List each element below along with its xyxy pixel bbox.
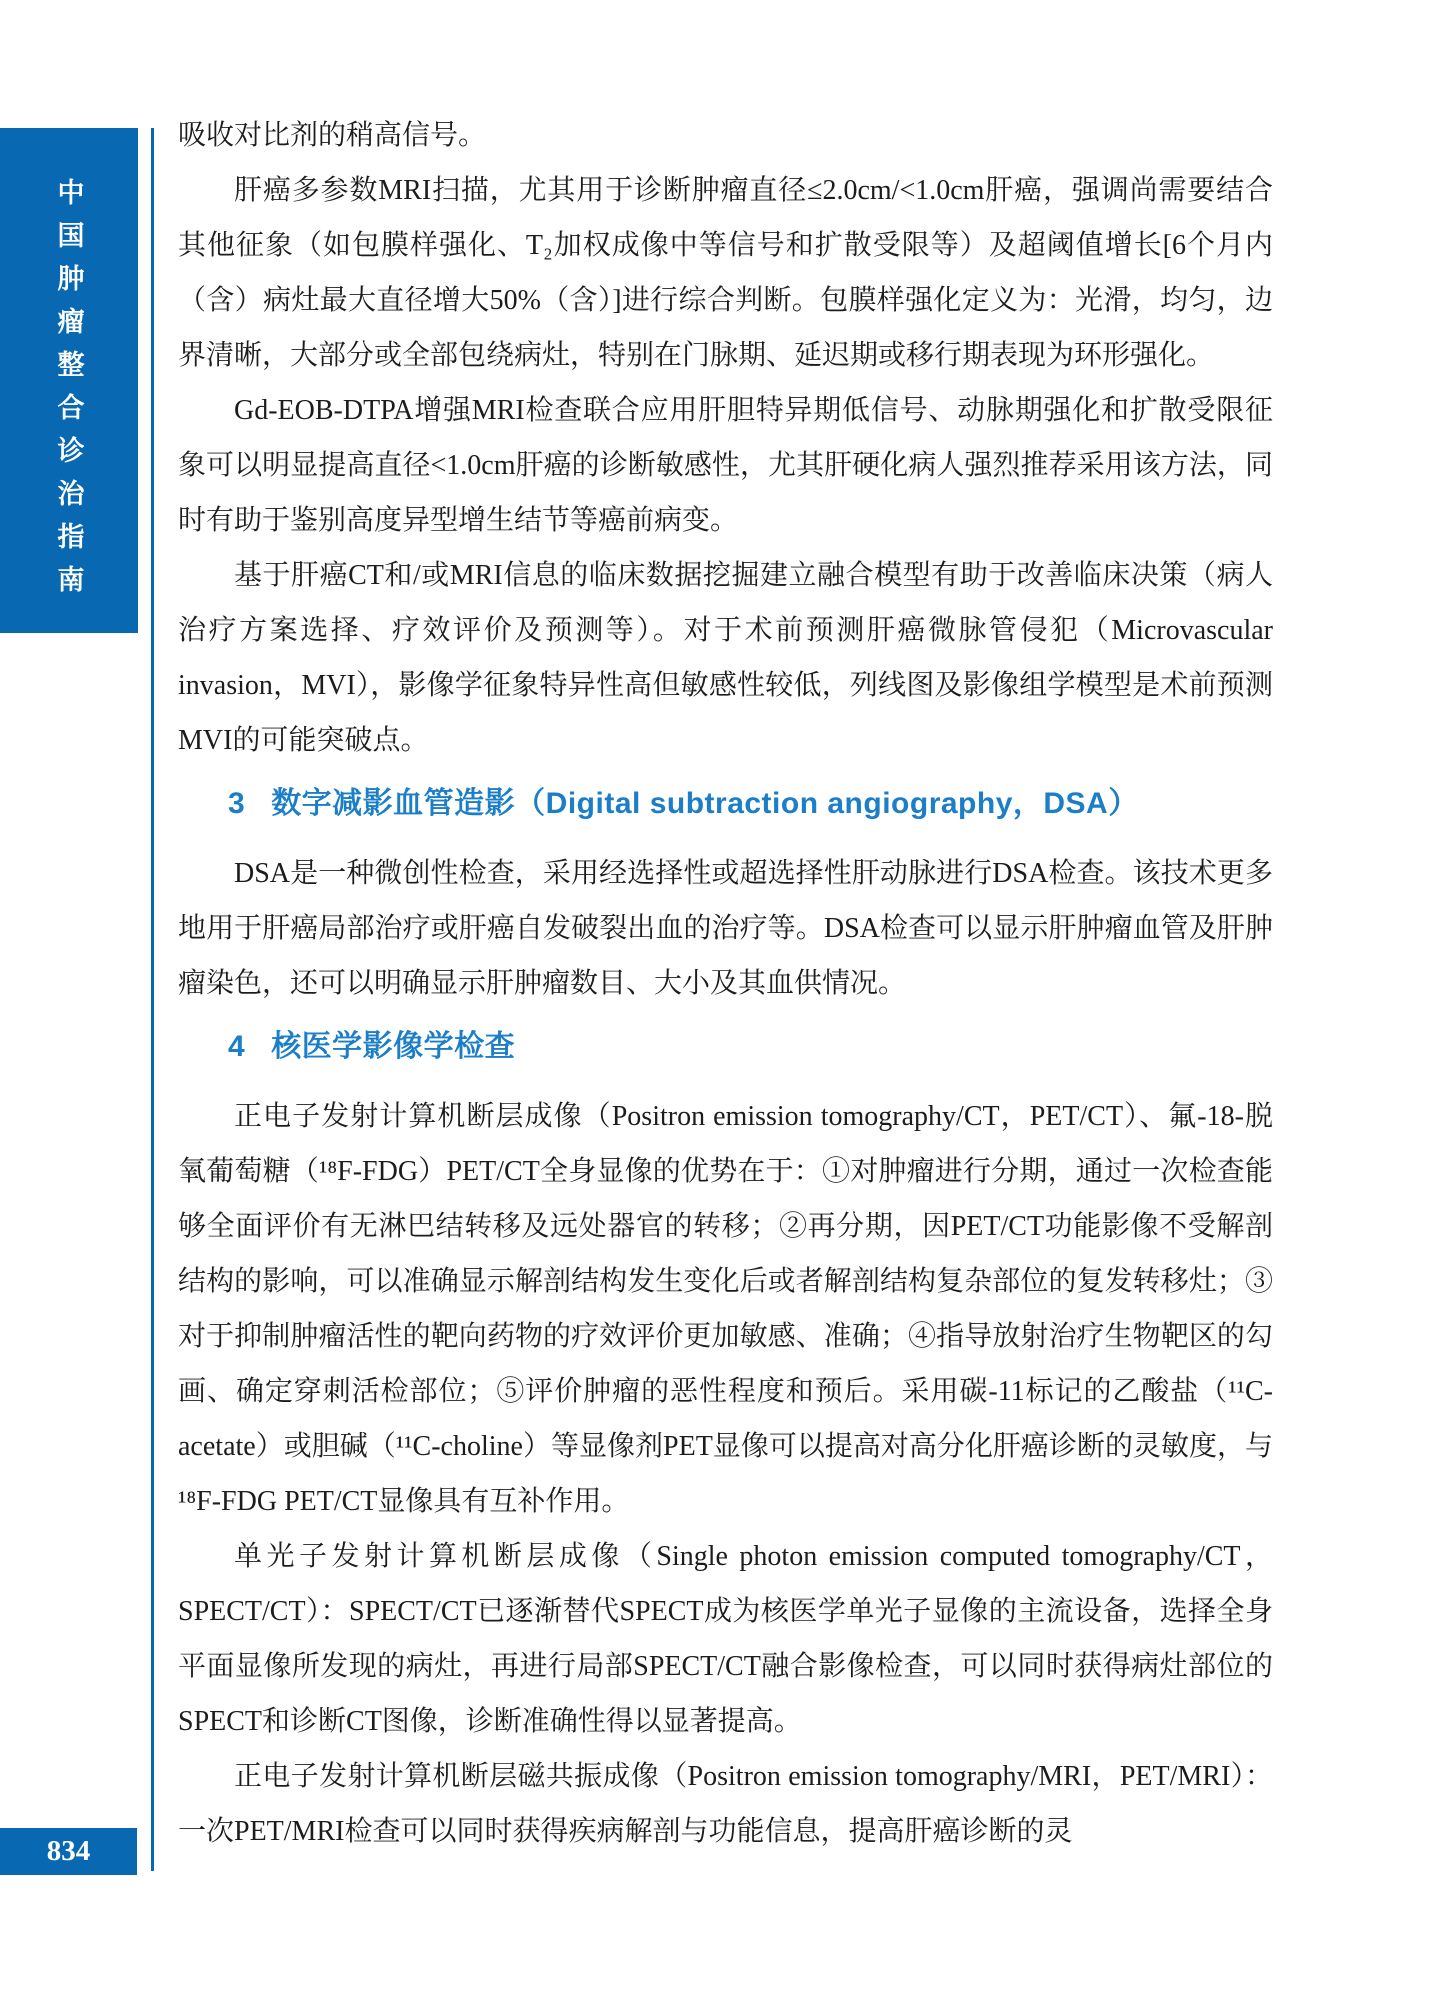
page-body: [178, 108, 1273, 1859]
page-number: 834: [46, 1835, 91, 1867]
section-number: 3: [228, 787, 246, 820]
section-number: 4: [228, 1030, 246, 1063]
body-paragraph-continued: 吸收对比剂的稍高信号。: [178, 120, 487, 151]
spine-divider-line: [151, 128, 154, 1871]
section-title: 数字减影血管造影（Digital subtraction angiography，DSA）: [271, 787, 1139, 820]
body-paragraph: 正电子发射计算机断层成像（Positron emission tomography/CT，PET/CT）、氟-18-脱氧葡萄糖（¹⁸F-FDG）PET/CT全身显像的优势在于：①对肿瘤进行分期，通过一次检查能够全面评价有无淋巴结转移及远处器官的转移；②再分期，因PET/CT功能影像不受解剖结构的影响，可以准确显示解剖结构发生变化后或者解剖结构复杂部位的复发转移灶；③对于抑制肿瘤活性的靶向药物的疗效评价更加敏感、准确；④指导放射治疗生物靶区的勾画、确定穿刺活检部位；⑤评价肿瘤的恶性程度和预后。采用碳-11标记的乙酸盐（¹¹C-acetate）或胆碱（¹¹C-choline）等显像剂PET显像可以提高对高分化肝癌诊断的灵敏度，与¹⁸F-FDG PET/CT显像具有互补作用。: [178, 1101, 1273, 1517]
book-spine-title: 中国肿瘤整合诊治指南: [53, 178, 84, 608]
body-paragraph: 单光子发射计算机断层成像（Single photon emission computed tomography/CT，SPECT/CT）：SPECT/CT已逐渐替代SPECT成为核医学单光子显像的主流设备，选择全身平面显像所发现的病灶，再进行局部SPECT/CT融合影像检查，可以同时获得病灶部位的SPECT和诊断CT图像，诊断准确性得以显著提高。: [178, 1541, 1273, 1737]
section-heading-nuclear-medicine: [228, 1025, 1273, 1069]
body-paragraph: 基于肝癌CT和/或MRI信息的临床数据挖掘建立融合模型有助于改善临床决策（病人治疗方案选择、疗效评价及预测等）。对于术前预测肝癌微脉管侵犯（Microvascular invasion，MVI），影像学征象特异性高但敏感性较低，列线图及影像组学模型是术前预测MVI的可能突破点。: [178, 560, 1273, 756]
section-title: 核医学影像学检查: [271, 1030, 516, 1063]
section-heading-dsa: [228, 782, 1273, 826]
body-paragraph: Gd-EOB-DTPA增强MRI检查联合应用肝胆特异期低信号、动脉期强化和扩散受限征象可以明显提高直径<1.0cm肝癌的诊断敏感性，尤其肝硬化病人强烈推荐采用该方法，同时有助于鉴别高度异型增生结节等癌前病变。: [178, 395, 1273, 536]
body-paragraph: 肝癌多参数MRI扫描，尤其用于诊断肿瘤直径≤2.0cm/<1.0cm肝癌，强调尚需要结合其他征象（如包膜样强化、T₂加权成像中等信号和扩散受限等）及超阈值增长[6个月内（含）病灶最大直径增大50%（含）]进行综合判断。包膜样强化定义为：光滑，均匀，边界清晰，大部分或全部包绕病灶，特别在门脉期、延迟期或移行期表现为环形强化。: [178, 175, 1273, 371]
body-paragraph: DSA是一种微创性检查，采用经选择性或超选择性肝动脉进行DSA检查。该技术更多地用于肝癌局部治疗或肝癌自发破裂出血的治疗等。DSA检查可以显示肝肿瘤血管及肝肿瘤染色，还可以明确显示肝肿瘤数目、大小及其血供情况。: [178, 858, 1273, 999]
book-spine: [0, 128, 138, 633]
body-paragraph-truncated: 正电子发射计算机断层磁共振成像（Positron emission tomography/MRI，PET/MRI）：一次PET/MRI检查可以同时获得疾病解剖与功能信息，提高肝癌诊断的灵: [178, 1761, 1273, 1847]
page-number-badge: [0, 1828, 137, 1875]
